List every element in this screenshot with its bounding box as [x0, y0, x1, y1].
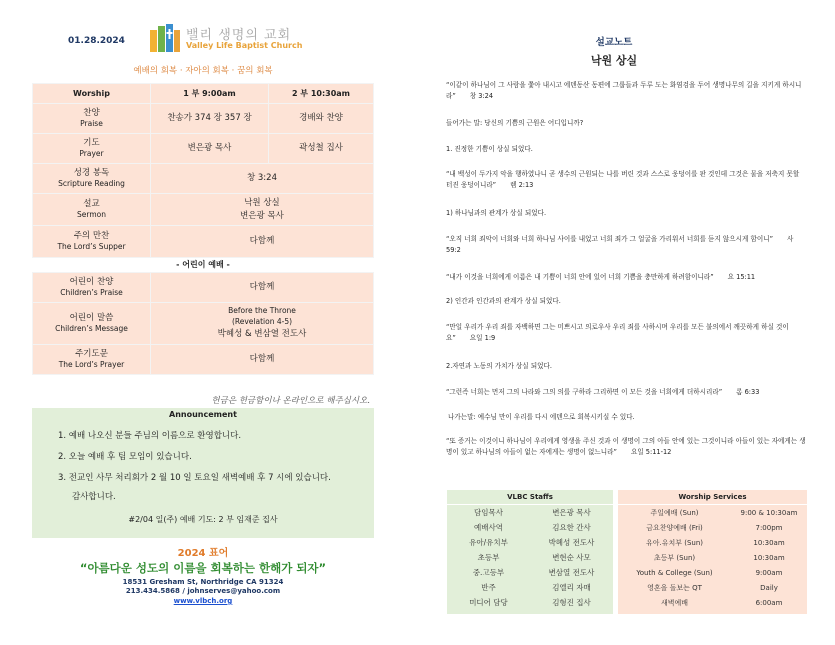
announcement-list [32, 419, 374, 483]
notes-paragraph: “그런즉 너희는 먼저 그의 나라와 그의 의를 구하라 그리하면 이 모든 것을 너희에게 더하시리라” 롬 6:33 [446, 388, 760, 396]
notes-paragraph: “만일 우리가 우리 죄를 자백하면 그는 미쁘시고 의로우사 우리 죄를 사하시며 우리를 모든 불의에서 깨끗하게 하실 것이요” 요일 1:9 [446, 323, 789, 342]
staff-name: 변현순 사모 [552, 553, 591, 562]
order-row-lords-prayer [33, 345, 374, 375]
order-col-worship: Worship [33, 84, 151, 104]
staff-name: 김엘리 자매 [552, 583, 591, 592]
prayer-label-kr: 기도 [83, 137, 100, 148]
church-logo-icon [150, 24, 180, 52]
church-name-english: Valley Life Baptist Church [186, 41, 303, 50]
notes-paragraph: “내가 이것을 너희에게 이름은 내 기쁨이 너희 안에 있어 너희 기쁨을 충만하게 하려함이니라” 요 15:11 [446, 273, 756, 281]
service-row [618, 535, 807, 550]
staff-name: 박혜성 전도사 [548, 538, 595, 547]
staff-title: VLBC Staffs [447, 490, 613, 505]
staff-row [447, 505, 613, 520]
staff-role: 중.고등부 [472, 568, 505, 577]
order-row-children-message [33, 303, 374, 345]
service-row [618, 550, 807, 565]
notes-paragraph: 1) 하나님과의 관계가 상실 되었다. [446, 209, 547, 217]
children-message-speakers: 박혜성 & 변삼열 전도사 [217, 329, 307, 340]
children-section-row [33, 258, 374, 273]
children-message-label-kr: 어린이 말씀 [69, 312, 114, 323]
lords-prayer-value: 다함께 [151, 345, 374, 375]
notes-paragraph: “이같이 하나님이 그 사람을 쫓아 내시고 에덴동산 동편에 그룹들과 두루 도는 화염검을 두어 생명나무의 길을 지키게 하시니라” 창 3:24 [446, 81, 802, 100]
service-time: 7:00pm [755, 523, 783, 532]
praise-label-en: Praise [80, 119, 103, 129]
notes-reference: 사 59:2 [446, 235, 794, 254]
service-name: 주일예배 (Sun) [650, 508, 699, 517]
service-time: 10:30am [753, 538, 785, 547]
prayer-first: 변은광 목사 [151, 134, 269, 164]
children-message-title: Before the Throne [228, 306, 296, 316]
service-name: 새벽예배 [660, 598, 689, 607]
church-logo [150, 24, 310, 54]
church-motto: 예배의 회복 · 자아의 회복 · 꿈의 회복 [133, 66, 273, 76]
praise-label-kr: 찬양 [83, 107, 100, 118]
notes-reference: 요일 5:11-12 [630, 447, 672, 456]
order-header-row [33, 84, 374, 104]
church-name-korean: 밸리 생명의 교회 [186, 28, 292, 43]
praise-first: 찬송가 374 장 357 장 [151, 104, 269, 134]
notes-paragraph: 1. 진정한 기쁨이 상실 되었다. [446, 145, 533, 153]
sermon-preacher: 변은광 목사 [240, 210, 284, 221]
scripture-label-kr: 성경 봉독 [73, 167, 110, 178]
sermon-notes-title: 낙원 상실 [590, 54, 638, 67]
notes-paragraph: “오직 너희 죄악이 너희와 너희 하나님 사이를 내었고 너희 죄가 그 얼굴을 가리워서 너희를 듣지 않으시게 함이니” 사 59:2 [446, 235, 794, 254]
sermon-label-en: Sermon [77, 210, 106, 220]
scripture-label-en: Scripture Reading [58, 179, 125, 189]
notes-paragraph: “또 증거는 이것이니 하나님이 우리에게 영생을 주신 것과 이 생명이 그의 아들 안에 있는 그것이니라 아들이 있는 자에게는 생명이 있고 하나님의 아들이 없는 자에게는 생명이 없느니라” 요일 5:11-12 [446, 437, 806, 456]
announcement-item: 1. 예배 나오신 분들 주님의 이름으로 환영합니다. [58, 431, 242, 441]
notes-reference: 요일 1:9 [469, 333, 496, 342]
children-message-label-en: Children’s Message [55, 324, 128, 334]
staff-role: 초등부 [477, 553, 500, 562]
announcement-item: 2. 오늘 예배 후 팀 모임이 있습니다. [58, 452, 192, 462]
order-row-prayer [33, 134, 374, 164]
notes-reference: 요 15:11 [727, 273, 756, 281]
service-row [618, 580, 807, 595]
prayer-label-en: Prayer [79, 149, 104, 159]
services-title: Worship Services [618, 490, 807, 505]
announcement-prayer-note: #2/04 일(주) 예배 기도: 2 부 임재준 집사 [128, 515, 278, 524]
notes-reference: 롬 6:33 [736, 388, 760, 396]
supper-value: 다함께 [151, 226, 374, 258]
staff-row [447, 550, 613, 565]
service-row [618, 565, 807, 580]
children-section-title: - 어린이 예배 - [33, 258, 374, 273]
children-praise-label-en: Children’s Praise [60, 288, 123, 298]
service-name: Youth & College (Sun) [636, 568, 713, 577]
staff-name: 김요한 간사 [552, 523, 591, 532]
staff-role: 담임목사 [474, 508, 503, 517]
service-time: 9:00am [755, 568, 783, 577]
staff-row [447, 535, 613, 550]
worship-services-box [618, 490, 807, 614]
service-time: 9:00 & 10:30am [740, 508, 798, 517]
service-time: 6:00am [755, 598, 783, 607]
staff-role: 예배사역 [474, 523, 503, 532]
prayer-second: 곽성철 집사 [269, 134, 374, 164]
sermon-notes-heading: 설교노트 [595, 37, 633, 48]
order-col-second: 2 부 10:30am [269, 84, 374, 104]
order-row-children-praise [33, 273, 374, 303]
service-row [618, 505, 807, 520]
announcement-title: Announcement [169, 410, 237, 419]
staff-row [447, 520, 613, 535]
notes-paragraph: 2.자연과 노동의 가치가 상실 되었다. [446, 362, 552, 370]
children-praise-label-kr: 어린이 찬양 [69, 276, 114, 287]
children-praise-value: 다함께 [151, 273, 374, 303]
church-website-link[interactable]: www.vlbch.org [173, 596, 233, 605]
year-motto-label: 2024 표어 [177, 548, 229, 559]
bulletin-date: 01.28.2024 [68, 36, 125, 46]
staff-row [447, 565, 613, 580]
service-time: 10:30am [753, 553, 785, 562]
order-row-praise [33, 104, 374, 134]
service-row [618, 520, 807, 535]
staff-row [447, 580, 613, 595]
lords-prayer-label-en: The Lord’s Prayer [58, 360, 125, 370]
church-contact: 213.434.5868 / johnserves@yahoo.com [125, 587, 281, 596]
announcement-thanks: 감사합니다. [72, 492, 116, 502]
notes-paragraph: 2) 인간과 인간과의 관계가 상실 되었다. [446, 297, 561, 305]
supper-label-en: The Lord’s Supper [57, 242, 126, 252]
lords-prayer-label-kr: 주기도문 [75, 348, 108, 359]
notes-paragraph: 나가는말: 예수님 만이 우리를 다시 에덴으로 회복시키실 수 있다. [448, 413, 635, 421]
supper-label-kr: 주의 만찬 [73, 230, 110, 241]
service-name: 금요찬양예배 (Fri) [646, 523, 703, 532]
service-name: 영혼을 돌보는 QT [647, 583, 702, 592]
staff-role: 미디어 담당 [469, 598, 508, 607]
sermon-label-kr: 설교 [83, 198, 100, 209]
order-col-first: 1 부 9:00am [151, 84, 269, 104]
announcement-box [32, 408, 374, 538]
praise-second: 경배와 찬양 [269, 104, 374, 134]
notes-paragraph: 들어가는 말: 당신의 기쁨의 근원은 어디입니까? [446, 119, 584, 127]
order-row-sermon [33, 194, 374, 226]
order-row-supper [33, 226, 374, 258]
staff-role: 유아/유치부 [469, 538, 508, 547]
staff-name: 변삼열 전도사 [548, 568, 595, 577]
scripture-value: 창 3:24 [151, 164, 374, 194]
notes-reference: 창 3:24 [469, 91, 494, 100]
staff-name: 김형진 집사 [552, 598, 591, 607]
order-row-scripture [33, 164, 374, 194]
staff-role: 반주 [481, 583, 496, 592]
church-address-block [32, 578, 374, 606]
announcement-item: 3. 전교인 사무 처리회가 2 월 10 일 토요일 새벽예배 후 7 시에 있습니다. [58, 473, 331, 483]
church-address: 18531 Gresham St, Northridge CA 91324 [122, 578, 284, 586]
service-name: 초등부 (Sun) [653, 553, 696, 562]
notes-reference: 렘 2:13 [510, 180, 534, 189]
notes-paragraph: “내 백성이 두가지 악을 행하였나니 곧 생수의 근원되는 나를 버린 것과 스스로 웅덩이를 판 것인데 그것은 물을 저축지 못할 터진 웅덩이니라” 렘 2:13 [446, 170, 800, 189]
sermon-title: 낙원 상실 [244, 198, 280, 209]
offering-note: 헌금은 헌금함이나 온라인으로 해주십시오. [211, 396, 370, 406]
staff-name: 변은광 목사 [552, 508, 591, 517]
staff-box [447, 490, 613, 614]
service-name: 유아.유치부 (Sun) [645, 538, 704, 547]
staff-row [447, 595, 613, 610]
service-time: Daily [760, 583, 778, 592]
children-message-reference: (Revelation 4-5) [231, 317, 293, 327]
year-slogan: “아름다운 성도의 이름을 회복하는 한해가 되자” [79, 561, 327, 575]
order-of-worship-table [32, 83, 374, 375]
service-row [618, 595, 807, 610]
